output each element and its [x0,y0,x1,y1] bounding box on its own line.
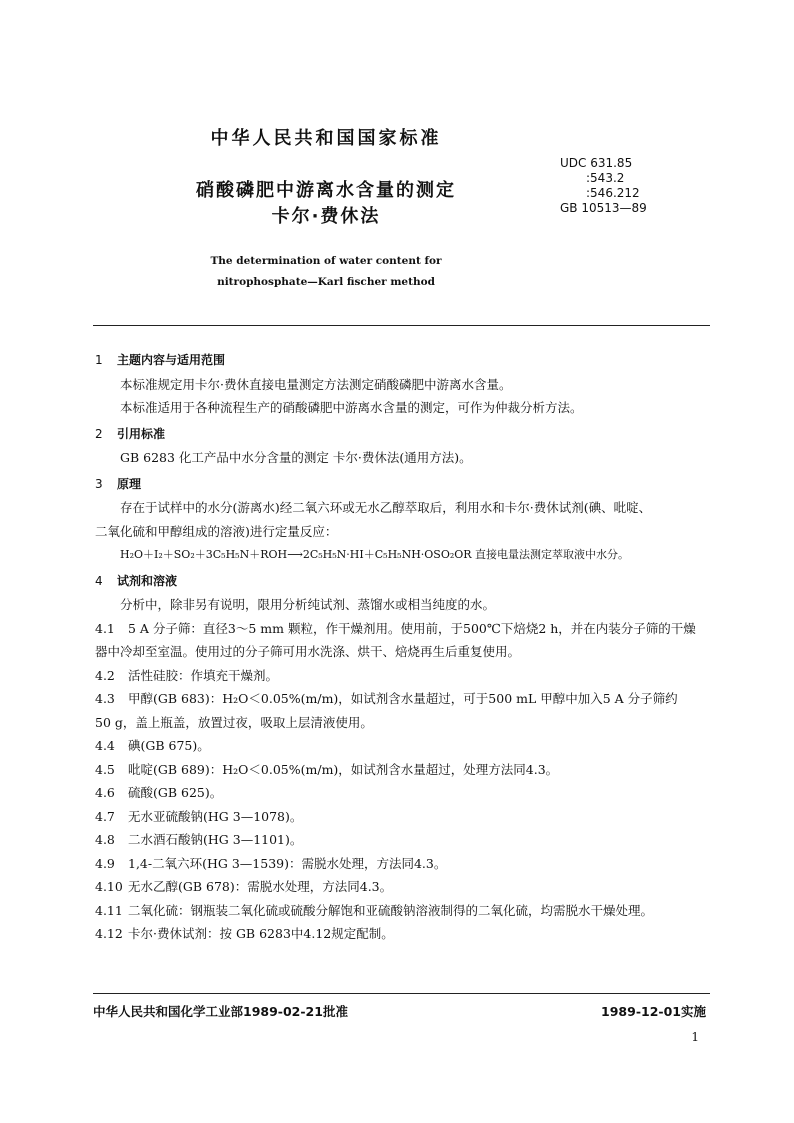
document-title-cn [0,178,652,230]
page-number: 1 [691,1030,699,1044]
section-heading: 4 试剂和溶液 [95,573,178,588]
section-heading: 3 原理 [95,476,142,491]
footer-divider [93,993,710,994]
list-item-continuation: 器中冷却至室温。使用过的分子筛可用水洗涤、烘干、焙烧再生后重复使用。 [95,644,521,659]
title-en-line-1: The determination of water content for [210,255,442,267]
document-body [95,346,707,946]
udc-line: :546.212 [586,186,640,200]
list-item: 4.9 1,4-二氧六环(HG 3—1539)：需脱水处理，方法同4.3。 [95,855,447,871]
title-line-1: 硝酸磷肥中游离水含量的测定 [196,180,456,201]
list-item: 4.8 二水酒石酸钠(HG 3—1101)。 [95,832,303,847]
header-divider [93,325,710,326]
title-en-line-2: nitrophosphate—Karl fischer method [217,276,435,288]
standard-header-title: 中华人民共和国国家标准 [210,128,442,149]
list-item: 4.6 硫酸(GB 625)。 [95,785,223,800]
section-heading: 2 引用标准 [95,426,166,441]
paragraph: GB 6283 化工产品中水分含量的测定 卡尔·费休法(通用方法)。 [120,450,472,465]
list-item: 4.12 卡尔·费休试剂：按 GB 6283中4.12规定配制。 [95,926,394,941]
title-line-2: 卡尔·费休法 [271,206,381,227]
list-item: 4.7 无水亚硫酸钠(HG 3—1078)。 [95,808,303,824]
section-heading: 1 主题内容与适用范围 [95,353,226,367]
approval-info: 中华人民共和国化学工业部1989-02-21批准 [93,1004,348,1019]
paragraph: 本标准适用于各种流程生产的硝酸磷肥中游离水含量的测定，可作为仲裁分析方法。 [120,400,583,415]
implementation-date: 1989-12-01实施 [601,1004,706,1019]
list-item: 4.3 甲醇(GB 683)：H₂O＜0.05%(m/m)，如试剂含水量超过，可于500 mL 甲醇中加入5 A 分子筛约 [95,691,678,706]
list-item: 4.1 5 A 分子筛：直径3～5 mm 颗粒，作干燥剂用。使用前，于500℃下焙烧2 h，并在内装分子筛的干燥 [95,620,696,636]
list-item: 4.4 碘(GB 675)。 [95,738,210,753]
list-item: 4.2 活性硅胶：作填充干燥剂。 [95,667,279,683]
paragraph: 存在于试样中的水分(游离水)经二氧六环或无水乙醇萃取后，利用水和卡尔·费休试剂(碘、吡啶、 [120,500,652,515]
list-item: 4.5 吡啶(GB 689)：H₂O＜0.05%(m/m)，如试剂含水量超过，处理方法同4.3。 [95,761,559,777]
paragraph-continuation: 二氧化硫和甲醇组成的溶液)进行定量反应： [95,523,338,539]
udc-line: UDC 631.85 [560,156,633,170]
udc-line: :543.2 [586,171,625,185]
paragraph: 分析中，除非另有说明，限用分析纯试剂、蒸馏水或相当纯度的水。 [120,597,496,612]
list-item: 4.10 无水乙醇(GB 678)：需脱水处理，方法同4.3。 [95,879,393,894]
document-title-en [0,251,652,293]
reaction-equation: H₂O＋I₂＋SO₂＋3C₅H₅N＋ROH⟶2C₅H₅N·HI＋C₅H₅NH·OSO₂OR 直接电量法测定萃取液中水分。 [120,548,630,561]
paragraph: 本标准规定用卡尔·费休直接电量测定方法测定硝酸磷肥中游离水含量。 [120,376,512,392]
list-item: 4.11 二氧化硫：钢瓶装二氧化硫或硫酸分解饱和亚硫酸钠溶液制得的二氧化硫，均需脱水干燥处理。 [95,902,654,918]
list-item-continuation: 50 g，盖上瓶盖，放置过夜，吸取上层清液使用。 [95,714,373,730]
gb-number: GB 10513—89 [560,201,647,215]
